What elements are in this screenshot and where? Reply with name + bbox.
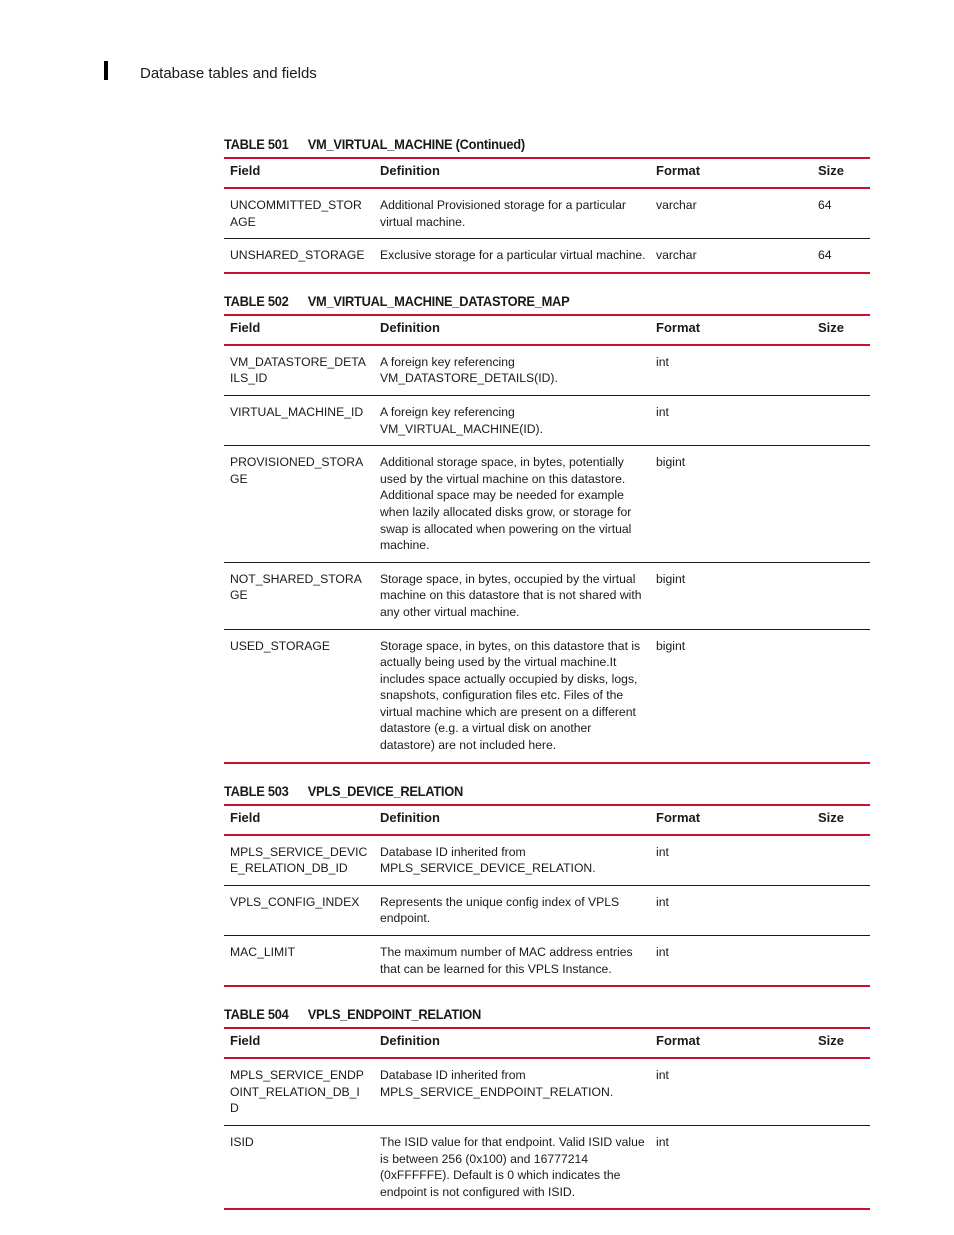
cell-size <box>812 345 870 396</box>
table-row <box>224 562 870 629</box>
data-table <box>224 1027 870 1210</box>
cell-format: varchar <box>650 188 812 239</box>
table-row <box>224 345 870 396</box>
table-row <box>224 395 870 445</box>
cell-definition: The ISID value for that endpoint. Valid ISID value is between 256 (0x100) and 16777214 (0xFFFFFE). Default is 0 which indicates the endpoint is not configured with ISID. <box>380 1135 645 1199</box>
cell-field: MAC_LIMIT <box>230 945 296 960</box>
column-header-definition: Definition <box>374 315 650 345</box>
column-header-definition: Definition <box>374 805 650 835</box>
table-number: TABLE 504 <box>224 1006 289 1023</box>
table-block <box>224 1005 870 1210</box>
running-header: Database tables and fields <box>140 65 317 82</box>
column-header-format: Format <box>650 805 812 835</box>
table-row <box>224 835 870 886</box>
data-table <box>224 314 870 764</box>
cell-format: int <box>656 1135 669 1149</box>
cell-field: VIRTUAL_MACHINE_ID <box>224 395 374 445</box>
table-row <box>224 629 870 763</box>
cell-format: bigint <box>656 638 686 653</box>
table-number: TABLE 502 <box>224 292 289 309</box>
cell-size: 64 <box>812 188 870 239</box>
table-block <box>224 135 870 274</box>
cell-definition: A foreign key referencing VM_DATASTORE_DETAILS(ID). <box>374 345 650 396</box>
column-header-size: Size <box>812 158 870 188</box>
cell-definition: The maximum number of MAC address entries that can be learned for this VPLS Instance. <box>380 945 633 976</box>
cell-definition: Represents the unique config index of VPLS endpoint. <box>374 885 650 935</box>
column-header-size: Size <box>812 805 870 835</box>
column-header-size: Size <box>812 1028 870 1058</box>
cell-format: int <box>650 395 812 445</box>
table-row <box>224 1126 870 1210</box>
change-bar <box>104 61 108 80</box>
data-table <box>224 157 870 274</box>
cell-field: MPLS_SERVICE_DEVICE_RELATION_DB_ID <box>224 835 374 886</box>
cell-size <box>812 395 870 445</box>
cell-field: ISID <box>230 1135 254 1149</box>
cell-definition: A foreign key referencing VM_VIRTUAL_MACHINE(ID). <box>374 395 650 445</box>
cell-format: varchar <box>656 248 697 263</box>
cell-definition: Storage space, in bytes, occupied by the virtual machine on this datastore that is not shared with any other virtual machine. <box>374 562 650 629</box>
table-caption <box>224 1005 818 1027</box>
table-header-row <box>224 315 870 345</box>
cell-size <box>812 885 870 935</box>
column-header-definition: Definition <box>374 1028 650 1058</box>
column-header-field: Field <box>224 1028 374 1058</box>
cell-size <box>812 1058 870 1125</box>
table-row <box>224 1058 870 1125</box>
cell-size <box>812 562 870 629</box>
cell-format: bigint <box>650 446 812 563</box>
table-row <box>224 885 870 935</box>
cell-size <box>812 835 870 886</box>
column-header-format: Format <box>650 1028 812 1058</box>
data-table <box>224 804 870 988</box>
cell-field: VPLS_CONFIG_INDEX <box>224 885 374 935</box>
cell-definition: Additional storage space, in bytes, potentially used by the virtual machine on this datastore. Additional space may be needed for example when lazily allocated disks grow, or storage for swap is allocated when powering on the virtual machine. <box>374 446 650 563</box>
table-header-row <box>224 158 870 188</box>
table-number: TABLE 503 <box>224 782 289 799</box>
table-caption <box>224 292 818 314</box>
cell-field: UNCOMMITTED_STORAGE <box>224 188 374 239</box>
table-title: VPLS_ENDPOINT_RELATION <box>307 1006 482 1023</box>
cell-format: int <box>650 885 812 935</box>
column-header-format: Format <box>650 315 812 345</box>
cell-size <box>812 936 870 987</box>
cell-definition: Exclusive storage for a particular virtual machine. <box>380 248 646 263</box>
cell-definition: Database ID inherited from MPLS_SERVICE_DEVICE_RELATION. <box>374 835 650 886</box>
column-header-size: Size <box>812 315 870 345</box>
column-header-definition: Definition <box>374 158 650 188</box>
table-row <box>224 239 870 273</box>
cell-field: VM_DATASTORE_DETAILS_ID <box>224 345 374 396</box>
table-row <box>224 188 870 239</box>
column-header-format: Format <box>650 158 812 188</box>
cell-format: bigint <box>650 562 812 629</box>
cell-format: int <box>656 945 669 960</box>
column-header-field: Field <box>224 805 374 835</box>
cell-definition: Database ID inherited from MPLS_SERVICE_ENDPOINT_RELATION. <box>374 1058 650 1125</box>
cell-field: USED_STORAGE <box>230 638 331 653</box>
table-title: VPLS_DEVICE_RELATION <box>307 782 463 799</box>
table-caption <box>224 782 818 804</box>
table-block <box>224 292 870 764</box>
cell-field: MPLS_SERVICE_ENDPOINT_RELATION_DB_ID <box>224 1058 374 1125</box>
cell-size <box>812 629 870 763</box>
cell-definition: Storage space, in bytes, on this datastore that is actually being used by the virtual machine.It includes space actually occupied by disks, logs, snapshots, configuration files etc. Files of the virtual machine which are present on a different datastore (e.g. a virtual disk on another datastore) are not included here. <box>380 638 641 753</box>
table-row <box>224 936 870 987</box>
table-title: VM_VIRTUAL_MACHINE_DATASTORE_MAP <box>307 292 570 309</box>
cell-size: 64 <box>818 248 832 263</box>
cell-format: int <box>650 835 812 886</box>
table-header-row <box>224 805 870 835</box>
cell-definition: Additional Provisioned storage for a particular virtual machine. <box>374 188 650 239</box>
cell-field: PROVISIONED_STORAGE <box>224 446 374 563</box>
cell-size <box>812 1126 870 1210</box>
tables-container <box>224 135 870 1228</box>
column-header-field: Field <box>224 315 374 345</box>
table-header-row <box>224 1028 870 1058</box>
table-row <box>224 446 870 563</box>
cell-field: NOT_SHARED_STORAGE <box>224 562 374 629</box>
cell-field: UNSHARED_STORAGE <box>230 248 365 263</box>
table-block <box>224 782 870 988</box>
table-number: TABLE 501 <box>224 136 289 152</box>
cell-format: int <box>650 1058 812 1125</box>
table-caption <box>224 135 818 157</box>
cell-format: int <box>650 345 812 396</box>
table-title: VM_VIRTUAL_MACHINE (Continued) <box>307 136 525 152</box>
cell-size <box>812 446 870 563</box>
column-header-field: Field <box>224 158 374 188</box>
